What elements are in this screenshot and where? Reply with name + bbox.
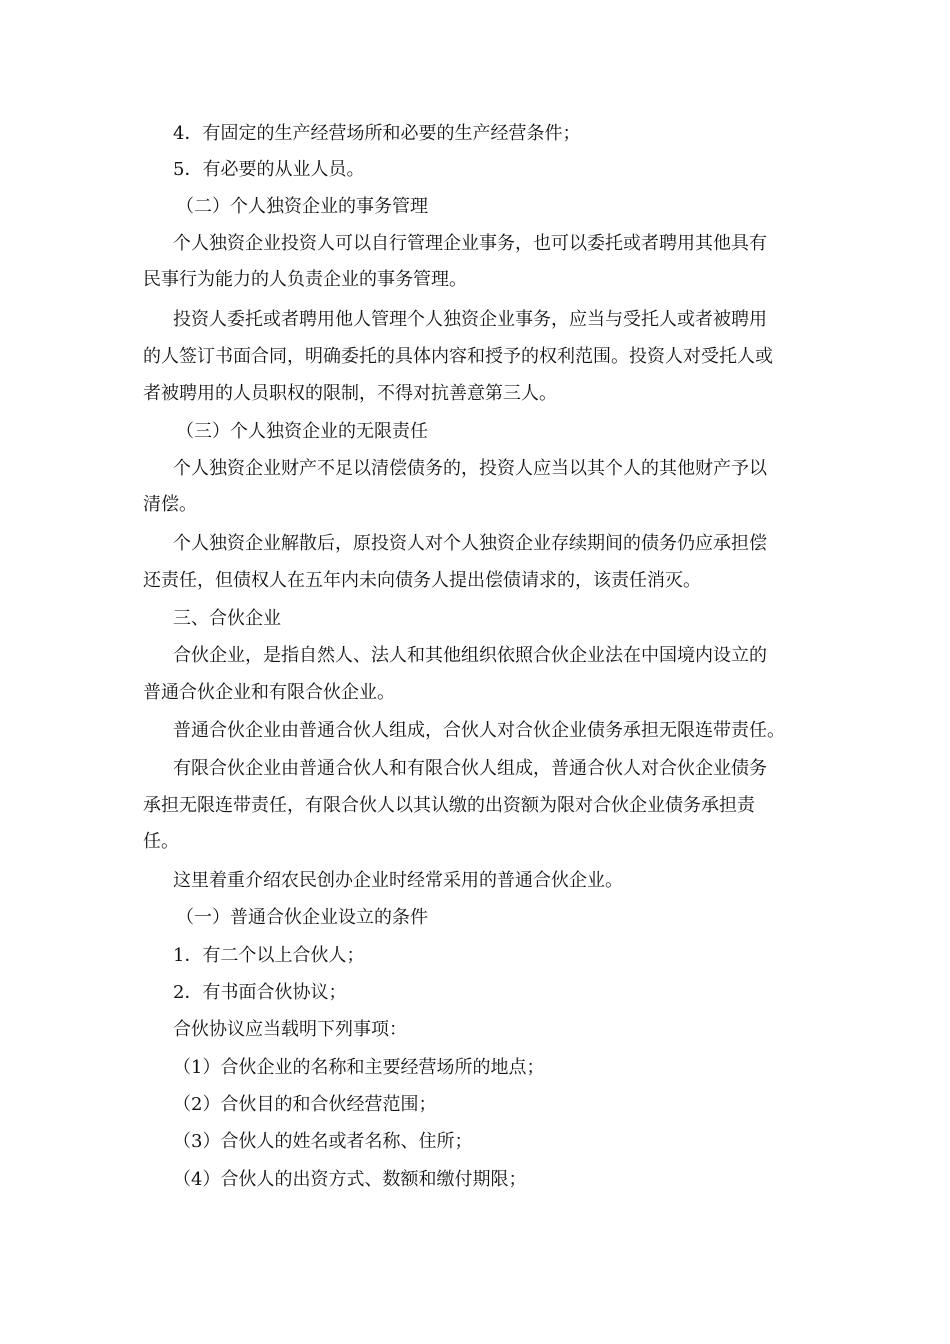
list-item: （4）合伙人的出资方式、数额和缴付期限； [173,1169,527,1190]
text-line: 还责任，但债权人在五年内未向债务人提出偿债请求的，该责任消灭。 [143,570,701,591]
text-line: 者被聘用的人员职权的限制，不得对抗善意第三人。 [143,383,557,404]
text-line: 个人独资企业解散后，原投资人对个人独资企业存续期间的债务仍应承担偿 [173,533,767,554]
text-line: 合伙协议应当载明下列事项： [173,1019,407,1040]
text-line: 这里着重介绍农民创办企业时经常采用的普通合伙企业。 [173,870,623,891]
text-line: 个人独资企业投资人可以自行管理企业事务，也可以委托或者聘用其他具有 [173,233,767,254]
text-line: 有限合伙企业由普通合伙人和有限合伙人组成，普通合伙人对合伙企业债务 [173,758,767,779]
section-heading: （三）个人独资企业的无限责任 [176,421,428,442]
text-line: 5．有必要的从业人员。 [173,159,365,180]
list-item: 1．有二个以上合伙人； [173,945,365,966]
text-line: 的人签订书面合同，明确委托的具体内容和授予的权利范围。投资人对受托人或 [143,346,773,367]
text-line: 4．有固定的生产经营场所和必要的生产经营条件； [173,123,581,144]
text-line: 民事行为能力的人负责企业的事务管理。 [143,269,467,290]
text-line: 任。 [143,831,179,852]
text-line: 承担无限连带责任，有限合伙人以其认缴的出资额为限对合伙企业债务承担责 [143,795,755,816]
text-line: 普通合伙企业和有限合伙企业。 [143,682,395,703]
section-heading: （一）普通合伙企业设立的条件 [176,907,428,928]
list-item: （2）合伙目的和合伙经营范围； [173,1094,437,1115]
text-line: 合伙企业，是指自然人、法人和其他组织依照合伙企业法在中国境内设立的 [173,645,767,666]
list-item: 2．有书面合伙协议； [173,982,347,1003]
text-line: 投资人委托或者聘用他人管理个人独资企业事务，应当与受托人或者被聘用 [173,309,767,330]
text-line: 普通合伙企业由普通合伙人组成，合伙人对合伙企业债务承担无限连带责任。 [173,720,785,741]
list-item: （1）合伙企业的名称和主要经营场所的地点； [173,1057,545,1078]
text-line: 清偿。 [143,494,197,515]
list-item: （3）合伙人的姓名或者名称、住所； [173,1131,473,1152]
text-line: 个人独资企业财产不足以清偿债务的，投资人应当以其个人的其他财产予以 [173,458,767,479]
section-heading: （二）个人独资企业的事务管理 [176,196,428,217]
section-heading: 三、合伙企业 [173,608,281,629]
